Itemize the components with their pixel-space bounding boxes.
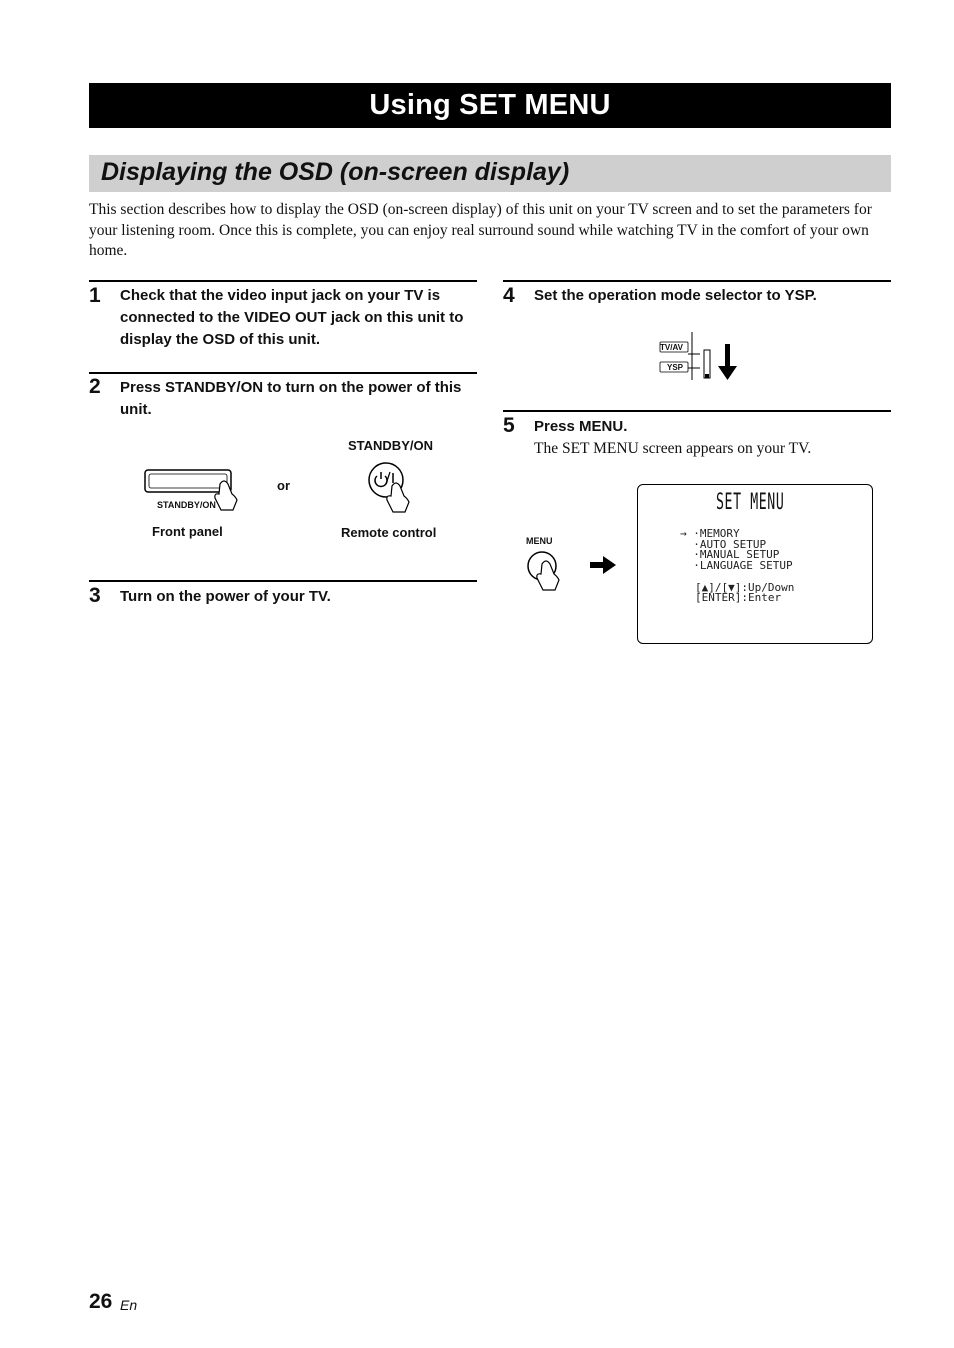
step-divider <box>89 580 477 582</box>
step-number: 5 <box>503 414 515 437</box>
remote-control-caption: Remote control <box>341 525 437 540</box>
step-divider <box>503 280 891 282</box>
step-text: Press MENU. <box>534 418 628 435</box>
osd-help-line: [ENTER]:Enter <box>695 591 782 604</box>
ysp-label: YSP <box>667 363 684 372</box>
step-divider <box>89 372 477 374</box>
step-text: Turn on the power of your TV. <box>120 588 331 605</box>
osd-screen <box>637 484 873 644</box>
step-number: 4 <box>503 284 515 307</box>
step-text: Check that the video input jack on your TV is connected to the VIDEO OUT jack on this unit to display the OSD of this unit. <box>120 287 464 348</box>
step-number: 2 <box>89 375 101 398</box>
menu-button-illustration <box>522 546 572 596</box>
front-button-label: STANDBY/ON <box>157 500 216 510</box>
page-number: 26 <box>89 1290 113 1313</box>
osd-menu-item: ·MANUAL SETUP <box>680 548 780 561</box>
menu-button-label: MENU <box>526 536 553 546</box>
step-subtext: The SET MENU screen appears on your TV. <box>534 440 812 457</box>
osd-help-line: [▲]/[▼]:Up/Down <box>695 581 795 594</box>
osd-menu-item: → ·MEMORY <box>680 527 740 540</box>
front-panel-caption: Front panel <box>152 524 223 539</box>
right-arrow-icon <box>589 555 619 575</box>
osd-title: SET MENU <box>716 490 785 515</box>
remote-standby-label: STANDBY/ON <box>348 438 433 453</box>
step-text: Press STANDBY/ON to turn on the power of this unit. <box>120 379 462 418</box>
step-divider <box>503 410 891 412</box>
tv-av-label: TV/AV <box>660 343 683 352</box>
mode-selector-illustration <box>655 330 745 382</box>
remote-power-button-illustration <box>362 458 422 518</box>
section-title: Displaying the OSD (on-screen display) <box>101 158 570 186</box>
step-text: Set the operation mode selector to YSP. <box>534 287 817 304</box>
step-number: 3 <box>89 584 101 607</box>
step-number: 1 <box>89 284 101 307</box>
language-code: En <box>120 1297 138 1313</box>
intro-paragraph: This section describes how to display the OSD (on-screen display) of this unit on your TV screen and to set the parameters for your listening room. Once this is complete, you can enjoy real surround sound while watching TV in the comfort of your own home. <box>89 201 872 259</box>
section-header <box>89 155 891 192</box>
page-title: Using SET MENU <box>89 83 891 128</box>
osd-menu-item: ·LANGUAGE SETUP <box>680 559 793 572</box>
step-divider <box>89 280 477 282</box>
osd-menu-item: ·AUTO SETUP <box>680 538 767 551</box>
or-label: or <box>277 478 290 493</box>
